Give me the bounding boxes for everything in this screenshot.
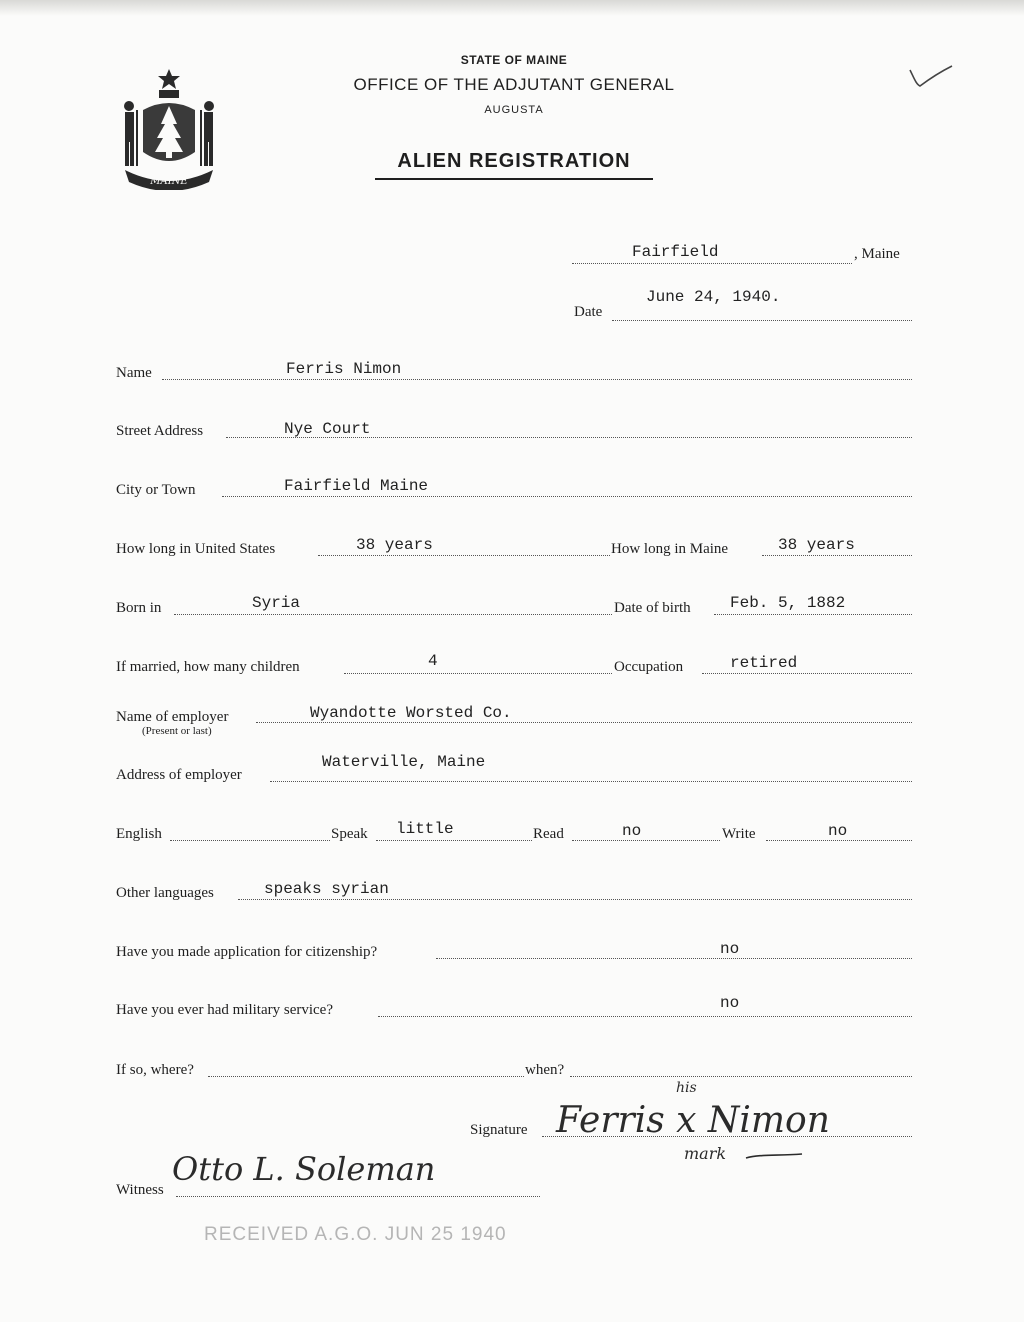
place-suffix: , Maine xyxy=(854,246,900,262)
state-heading: STATE OF MAINE xyxy=(460,53,568,67)
maine-duration-value[interactable]: 38 years xyxy=(778,536,855,554)
maine-state-seal-icon xyxy=(115,66,223,190)
city-label: City or Town xyxy=(116,482,196,498)
citizenship-line xyxy=(436,958,912,959)
military-label: Have you ever had military service? xyxy=(116,1002,333,1018)
witness-label: Witness xyxy=(116,1182,164,1198)
city-value[interactable]: Fairfield Maine xyxy=(284,477,429,495)
name-line xyxy=(162,379,912,380)
write-label: Write xyxy=(722,826,756,842)
date-label: Date xyxy=(574,304,603,320)
employer-line xyxy=(256,722,912,723)
date-value[interactable]: June 24, 1940. xyxy=(646,288,781,306)
us-duration-label: How long in United States xyxy=(116,541,276,557)
children-value[interactable]: 4 xyxy=(428,652,438,670)
other-languages-line xyxy=(238,899,912,900)
birth-date-value[interactable]: Feb. 5, 1882 xyxy=(730,594,846,612)
citizenship-value[interactable]: no xyxy=(720,940,740,958)
name-label: Name xyxy=(116,365,152,381)
employer-value[interactable]: Wyandotte Worsted Co. xyxy=(310,704,512,722)
city-line xyxy=(222,496,912,497)
scan-edge xyxy=(0,0,1024,16)
where-label: If so, where? xyxy=(116,1062,194,1078)
employer-sublabel: (Present or last) xyxy=(142,725,212,737)
read-value[interactable]: no xyxy=(622,822,642,840)
children-label: If married, how many children xyxy=(116,659,300,675)
employer-address-line xyxy=(270,781,912,782)
employer-address-value[interactable]: Waterville, Maine xyxy=(322,753,486,771)
english-line xyxy=(170,840,330,841)
other-languages-value[interactable]: speaks syrian xyxy=(264,880,389,898)
signature-mark-stroke-icon xyxy=(744,1150,804,1162)
read-label: Read xyxy=(533,826,564,842)
maine-duration-label: How long in Maine xyxy=(611,541,729,557)
occupation-value[interactable]: retired xyxy=(730,654,798,672)
street-value[interactable]: Nye Court xyxy=(284,420,371,438)
street-label: Street Address xyxy=(116,423,204,439)
occupation-line xyxy=(702,673,912,674)
signature-label: Signature xyxy=(470,1122,528,1138)
born-in-label: Born in xyxy=(116,600,162,616)
read-line xyxy=(572,840,720,841)
write-line xyxy=(766,840,912,841)
when-line[interactable] xyxy=(570,1076,912,1077)
english-label: English xyxy=(116,826,162,842)
signature-mark: mark xyxy=(684,1144,727,1163)
city-heading: AUGUSTA xyxy=(484,104,544,116)
speak-value[interactable]: little xyxy=(396,820,454,838)
received-stamp: RECEIVED A.G.O. JUN 25 1940 xyxy=(204,1224,507,1245)
military-line xyxy=(378,1016,912,1017)
military-value[interactable]: no xyxy=(720,994,740,1012)
name-value[interactable]: Ferris Nimon xyxy=(286,360,402,378)
signature-value[interactable]: Ferris x Nimon xyxy=(556,1100,830,1141)
place-value[interactable]: Fairfield xyxy=(632,243,719,261)
write-value[interactable]: no xyxy=(828,822,848,840)
office-heading: OFFICE OF THE ADJUTANT GENERAL xyxy=(353,75,675,94)
us-duration-value[interactable]: 38 years xyxy=(356,536,433,554)
place-line xyxy=(572,263,852,264)
maine-duration-line xyxy=(762,555,912,556)
signature-his: his xyxy=(676,1080,697,1096)
born-in-line xyxy=(174,614,612,615)
us-duration-line xyxy=(318,555,610,556)
speak-line xyxy=(376,840,532,841)
when-label: when? xyxy=(525,1062,565,1078)
where-line[interactable] xyxy=(208,1076,524,1077)
citizenship-label: Have you made application for citizenship? xyxy=(116,944,378,960)
employer-address-label: Address of employer xyxy=(116,767,242,783)
form-title: ALIEN REGISTRATION xyxy=(397,150,631,172)
title-underline xyxy=(375,178,653,180)
date-line xyxy=(612,320,912,321)
other-languages-label: Other languages xyxy=(116,885,214,901)
children-line xyxy=(344,673,612,674)
birth-date-line xyxy=(714,614,912,615)
speak-label: Speak xyxy=(331,826,368,842)
svg-text:MAINE: MAINE xyxy=(150,176,188,187)
birth-date-label: Date of birth xyxy=(614,600,691,616)
check-mark-icon xyxy=(906,62,956,92)
witness-signature[interactable]: Otto L. Soleman xyxy=(172,1150,436,1188)
employer-label: Name of employer xyxy=(116,709,229,725)
born-in-value[interactable]: Syria xyxy=(252,594,301,612)
occupation-label: Occupation xyxy=(614,659,684,675)
witness-line xyxy=(176,1196,540,1197)
